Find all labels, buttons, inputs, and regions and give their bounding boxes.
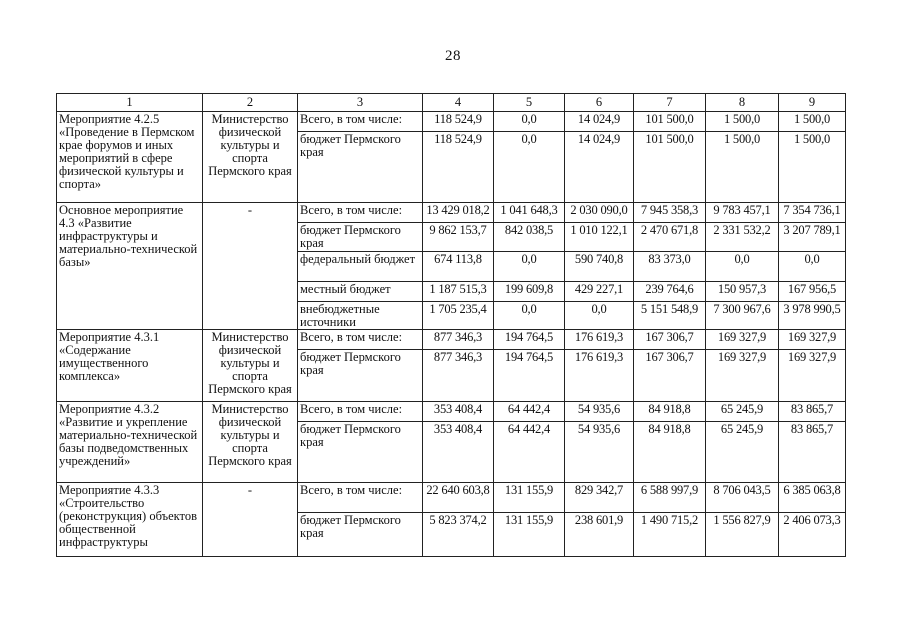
executor-cell: - bbox=[203, 203, 298, 330]
amount-cell-col-6: 429 227,1 bbox=[565, 282, 634, 302]
amount-cell-col-5: 0,0 bbox=[494, 112, 565, 132]
amount-cell-col-7: 7 945 358,3 bbox=[634, 203, 706, 223]
table-row bbox=[57, 330, 846, 350]
amount-cell-col-6: 1 010 122,1 bbox=[565, 223, 634, 252]
amount-cell-col-4: 118 524,9 bbox=[423, 112, 494, 132]
amount-cell-col-5: 0,0 bbox=[494, 302, 565, 330]
amount-cell-col-5: 194 764,5 bbox=[494, 350, 565, 402]
amount-cell-col-5: 199 609,8 bbox=[494, 282, 565, 302]
amount-cell-col-8: 65 245,9 bbox=[706, 422, 779, 483]
amount-cell-col-6: 2 030 090,0 bbox=[565, 203, 634, 223]
amount-cell-col-6: 54 935,6 bbox=[565, 402, 634, 422]
amount-cell-col-8: 9 783 457,1 bbox=[706, 203, 779, 223]
funding-source-cell: бюджет Пермского края bbox=[298, 422, 423, 483]
header-row bbox=[57, 94, 846, 112]
amount-cell-col-5: 0,0 bbox=[494, 132, 565, 203]
activity-name-cell: Мероприятие 4.3.3 «Строительство (реконструкция) объектов общественной инфраструктуры bbox=[57, 483, 203, 557]
funding-source-cell: бюджет Пермского края bbox=[298, 513, 423, 557]
amount-cell-col-4: 5 823 374,2 bbox=[423, 513, 494, 557]
table-row bbox=[57, 483, 846, 513]
amount-cell-col-9: 1 500,0 bbox=[779, 112, 846, 132]
amount-cell-col-5: 131 155,9 bbox=[494, 513, 565, 557]
executor-cell: Министерство физической культуры и спорта Пермского края bbox=[203, 402, 298, 483]
activity-name-cell: Мероприятие 4.3.2 «Развитие и укрепление материально-технической базы подведомственных учреждений» bbox=[57, 402, 203, 483]
funding-source-cell: внебюджетные источники bbox=[298, 302, 423, 330]
activity-name-cell: Мероприятие 4.2.5 «Проведение в Пермском крае форумов и иных мероприятий в сфере физической культуры и спорта» bbox=[57, 112, 203, 203]
amount-cell-col-6: 238 601,9 bbox=[565, 513, 634, 557]
amount-cell-col-8: 1 500,0 bbox=[706, 112, 779, 132]
amount-cell-col-5: 64 442,4 bbox=[494, 402, 565, 422]
amount-cell-col-4: 877 346,3 bbox=[423, 330, 494, 350]
col-header-6: 6 bbox=[565, 94, 634, 112]
amount-cell-col-7: 84 918,8 bbox=[634, 402, 706, 422]
col-header-4: 4 bbox=[423, 94, 494, 112]
amount-cell-col-4: 13 429 018,2 bbox=[423, 203, 494, 223]
amount-cell-col-9: 3 207 789,1 bbox=[779, 223, 846, 252]
amount-cell-col-5: 194 764,5 bbox=[494, 330, 565, 350]
col-header-8: 8 bbox=[706, 94, 779, 112]
executor-cell: Министерство физической культуры и спорта Пермского края bbox=[203, 112, 298, 203]
amount-cell-col-9: 169 327,9 bbox=[779, 350, 846, 402]
amount-cell-col-9: 169 327,9 bbox=[779, 330, 846, 350]
amount-cell-col-9: 2 406 073,3 bbox=[779, 513, 846, 557]
table-row bbox=[57, 203, 846, 223]
amount-cell-col-7: 2 470 671,8 bbox=[634, 223, 706, 252]
amount-cell-col-4: 353 408,4 bbox=[423, 402, 494, 422]
page-number: 28 bbox=[445, 48, 461, 64]
amount-cell-col-9: 6 385 063,8 bbox=[779, 483, 846, 513]
amount-cell-col-7: 167 306,7 bbox=[634, 330, 706, 350]
amount-cell-col-7: 6 588 997,9 bbox=[634, 483, 706, 513]
funding-source-cell: Всего, в том числе: bbox=[298, 483, 423, 513]
amount-cell-col-7: 83 373,0 bbox=[634, 252, 706, 282]
amount-cell-col-5: 131 155,9 bbox=[494, 483, 565, 513]
funding-source-cell: Всего, в том числе: bbox=[298, 330, 423, 350]
amount-cell-col-7: 101 500,0 bbox=[634, 112, 706, 132]
amount-cell-col-9: 1 500,0 bbox=[779, 132, 846, 203]
amount-cell-col-8: 1 556 827,9 bbox=[706, 513, 779, 557]
amount-cell-col-7: 84 918,8 bbox=[634, 422, 706, 483]
amount-cell-col-4: 353 408,4 bbox=[423, 422, 494, 483]
funding-source-cell: бюджет Пермского края bbox=[298, 223, 423, 252]
amount-cell-col-8: 65 245,9 bbox=[706, 402, 779, 422]
amount-cell-col-8: 0,0 bbox=[706, 252, 779, 282]
amount-cell-col-6: 590 740,8 bbox=[565, 252, 634, 282]
col-header-7: 7 bbox=[634, 94, 706, 112]
col-header-5: 5 bbox=[494, 94, 565, 112]
col-header-9: 9 bbox=[779, 94, 846, 112]
budget-table bbox=[56, 93, 846, 557]
funding-source-cell: Всего, в том числе: bbox=[298, 402, 423, 422]
col-header-2: 2 bbox=[203, 94, 298, 112]
amount-cell-col-6: 0,0 bbox=[565, 302, 634, 330]
amount-cell-col-5: 0,0 bbox=[494, 252, 565, 282]
amount-cell-col-9: 167 956,5 bbox=[779, 282, 846, 302]
amount-cell-col-8: 7 300 967,6 bbox=[706, 302, 779, 330]
amount-cell-col-4: 877 346,3 bbox=[423, 350, 494, 402]
amount-cell-col-6: 176 619,3 bbox=[565, 330, 634, 350]
amount-cell-col-4: 1 187 515,3 bbox=[423, 282, 494, 302]
amount-cell-col-9: 83 865,7 bbox=[779, 422, 846, 483]
amount-cell-col-7: 101 500,0 bbox=[634, 132, 706, 203]
funding-source-cell: Всего, в том числе: bbox=[298, 203, 423, 223]
amount-cell-col-8: 8 706 043,5 bbox=[706, 483, 779, 513]
amount-cell-col-7: 1 490 715,2 bbox=[634, 513, 706, 557]
amount-cell-col-6: 829 342,7 bbox=[565, 483, 634, 513]
amount-cell-col-8: 169 327,9 bbox=[706, 330, 779, 350]
executor-cell: - bbox=[203, 483, 298, 557]
amount-cell-col-5: 842 038,5 bbox=[494, 223, 565, 252]
funding-source-cell: местный бюджет bbox=[298, 282, 423, 302]
amount-cell-col-9: 3 978 990,5 bbox=[779, 302, 846, 330]
amount-cell-col-8: 150 957,3 bbox=[706, 282, 779, 302]
amount-cell-col-7: 239 764,6 bbox=[634, 282, 706, 302]
amount-cell-col-9: 0,0 bbox=[779, 252, 846, 282]
amount-cell-col-4: 1 705 235,4 bbox=[423, 302, 494, 330]
amount-cell-col-6: 14 024,9 bbox=[565, 112, 634, 132]
activity-name-cell: Основное мероприятие 4.3 «Развитие инфраструктуры и материально-технической базы» bbox=[57, 203, 203, 330]
funding-source-cell: бюджет Пермского края bbox=[298, 132, 423, 203]
funding-source-cell: Всего, в том числе: bbox=[298, 112, 423, 132]
col-header-1: 1 bbox=[57, 94, 203, 112]
amount-cell-col-8: 1 500,0 bbox=[706, 132, 779, 203]
table-row bbox=[57, 402, 846, 422]
activity-name-cell: Мероприятие 4.3.1 «Содержание имущественного комплекса» bbox=[57, 330, 203, 402]
amount-cell-col-9: 7 354 736,1 bbox=[779, 203, 846, 223]
amount-cell-col-8: 169 327,9 bbox=[706, 350, 779, 402]
amount-cell-col-5: 64 442,4 bbox=[494, 422, 565, 483]
funding-source-cell: федеральный бюджет bbox=[298, 252, 423, 282]
amount-cell-col-9: 83 865,7 bbox=[779, 402, 846, 422]
col-header-3: 3 bbox=[298, 94, 423, 112]
amount-cell-col-4: 22 640 603,8 bbox=[423, 483, 494, 513]
amount-cell-col-6: 14 024,9 bbox=[565, 132, 634, 203]
funding-source-cell: бюджет Пермского края bbox=[298, 350, 423, 402]
amount-cell-col-4: 118 524,9 bbox=[423, 132, 494, 203]
amount-cell-col-7: 167 306,7 bbox=[634, 350, 706, 402]
amount-cell-col-6: 176 619,3 bbox=[565, 350, 634, 402]
amount-cell-col-8: 2 331 532,2 bbox=[706, 223, 779, 252]
amount-cell-col-4: 9 862 153,7 bbox=[423, 223, 494, 252]
amount-cell-col-4: 674 113,8 bbox=[423, 252, 494, 282]
amount-cell-col-6: 54 935,6 bbox=[565, 422, 634, 483]
amount-cell-col-5: 1 041 648,3 bbox=[494, 203, 565, 223]
table-row bbox=[57, 112, 846, 132]
amount-cell-col-7: 5 151 548,9 bbox=[634, 302, 706, 330]
executor-cell: Министерство физической культуры и спорта Пермского края bbox=[203, 330, 298, 402]
